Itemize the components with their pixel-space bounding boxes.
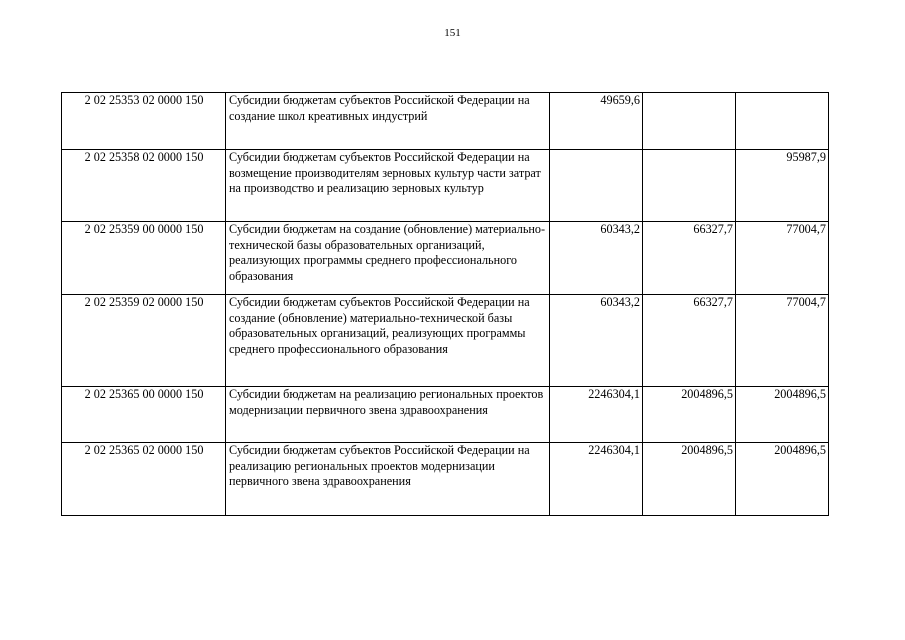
budget-code-cell: 2 02 25358 02 0000 150	[62, 150, 226, 222]
table-row	[62, 222, 829, 295]
amount-year3-cell: 77004,7	[736, 295, 829, 387]
table-row	[62, 150, 829, 222]
table-row	[62, 443, 829, 516]
description-cell: Субсидии бюджетам субъектов Российской Федерации на создание школ креативных индустрий	[226, 93, 550, 150]
amount-year2-cell	[643, 93, 736, 150]
amount-year1-cell: 49659,6	[550, 93, 643, 150]
amount-year3-cell: 95987,9	[736, 150, 829, 222]
amount-year2-cell: 2004896,5	[643, 387, 736, 443]
budget-table	[61, 92, 829, 516]
description-cell: Субсидии бюджетам на создание (обновление) материально-технической базы образовательных организаций, реализующих программы среднего профессионального образования	[226, 222, 550, 295]
description-cell: Субсидии бюджетам субъектов Российской Федерации на реализацию региональных проектов модернизации первичного звена здравоохранения	[226, 443, 550, 516]
amount-year1-cell: 2246304,1	[550, 443, 643, 516]
amount-year2-cell: 66327,7	[643, 295, 736, 387]
amount-year2-cell: 66327,7	[643, 222, 736, 295]
description-cell: Субсидии бюджетам на реализацию региональных проектов модернизации первичного звена здравоохранения	[226, 387, 550, 443]
amount-year1-cell: 60343,2	[550, 222, 643, 295]
amount-year1-cell: 2246304,1	[550, 387, 643, 443]
amount-year1-cell: 60343,2	[550, 295, 643, 387]
amount-year3-cell: 2004896,5	[736, 443, 829, 516]
budget-code-cell: 2 02 25359 00 0000 150	[62, 222, 226, 295]
amount-year2-cell	[643, 150, 736, 222]
budget-code-cell: 2 02 25353 02 0000 150	[62, 93, 226, 150]
amount-year3-cell	[736, 93, 829, 150]
amount-year2-cell: 2004896,5	[643, 443, 736, 516]
budget-code-cell: 2 02 25365 02 0000 150	[62, 443, 226, 516]
table-row	[62, 295, 829, 387]
page-number: 151	[444, 27, 461, 39]
description-cell: Субсидии бюджетам субъектов Российской Федерации на возмещение производителям зерновых культур части затрат на производство и реализацию зерновых культур	[226, 150, 550, 222]
amount-year3-cell: 77004,7	[736, 222, 829, 295]
table-row	[62, 93, 829, 150]
description-cell: Субсидии бюджетам субъектов Российской Федерации на создание (обновление) материально-технической базы образовательных организаций, реализующих программы среднего профессионального образования	[226, 295, 550, 387]
budget-code-cell: 2 02 25365 00 0000 150	[62, 387, 226, 443]
amount-year1-cell	[550, 150, 643, 222]
amount-year3-cell: 2004896,5	[736, 387, 829, 443]
table-row	[62, 387, 829, 443]
budget-code-cell: 2 02 25359 02 0000 150	[62, 295, 226, 387]
